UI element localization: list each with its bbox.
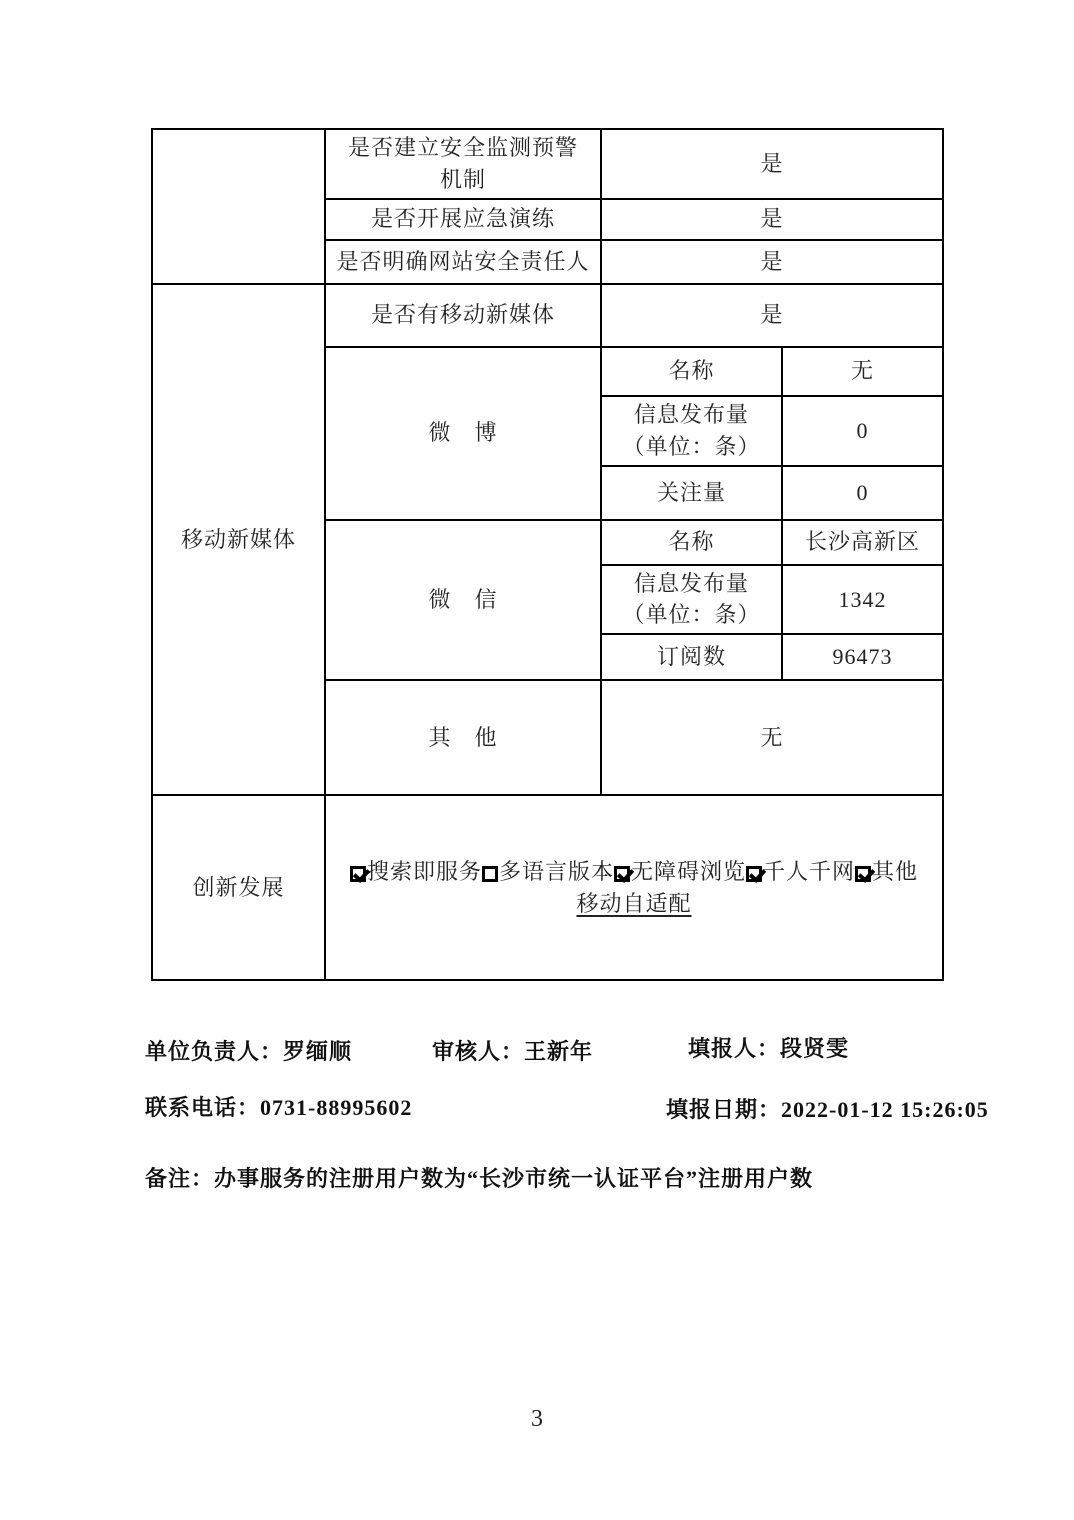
table-row [152, 284, 943, 347]
other-media-label: 其 他 [325, 680, 601, 795]
section-cell-innovation: 创新发展 [152, 795, 325, 980]
security-row-label [325, 129, 601, 199]
security-row-value: 是 [601, 129, 943, 199]
has-mobile-value: 是 [601, 284, 943, 347]
table-row [152, 795, 943, 980]
section-cell-empty [152, 129, 325, 284]
label-line: 是否建立安全监测预警 [347, 135, 578, 160]
weibo-row-label [601, 396, 782, 466]
weibo-row-label: 名称 [601, 347, 782, 396]
weibo-cell: 微 博 [325, 347, 601, 520]
checkbox-icon[interactable] [746, 866, 762, 882]
innovation-other-detail: 移动自适配 [576, 890, 692, 916]
innovation-option [614, 859, 746, 884]
label-line: 机制 [439, 166, 486, 192]
checkbox-label: 搜索即服务 [366, 858, 482, 884]
weibo-row-value: 无 [782, 347, 943, 396]
page-number: 3 [531, 1406, 543, 1432]
wechat-row-label: 订阅数 [601, 634, 782, 680]
footer-phone: 联系电话：0731-88995602 [145, 1095, 413, 1120]
checkbox-label: 无障碍浏览 [631, 858, 747, 884]
weibo-row-label: 关注量 [601, 466, 782, 520]
checkbox-icon[interactable] [350, 866, 366, 882]
label-line: 信息发布量 [633, 401, 749, 427]
innovation-options-line [330, 856, 938, 888]
section-cell-mobile-media: 移动新媒体 [152, 284, 325, 796]
label-line: （单位：条） [622, 602, 761, 628]
footer-date: 填报日期：2022-01-12 15:26:05 [666, 1097, 989, 1122]
checkbox-label: 其他 [872, 858, 919, 884]
security-row-value: 是 [601, 240, 943, 284]
weibo-row-value: 0 [782, 466, 943, 520]
innovation-option [482, 859, 614, 884]
weibo-row-value: 0 [782, 396, 943, 466]
checkbox-label: 多语言版本 [498, 858, 614, 884]
has-mobile-label: 是否有移动新媒体 [325, 284, 601, 347]
innovation-options-cell [325, 795, 943, 980]
checkbox-icon[interactable] [855, 866, 871, 882]
label-line: （单位：条） [622, 433, 761, 459]
checkbox-icon[interactable] [614, 866, 630, 882]
security-row-label: 是否开展应急演练 [325, 199, 601, 240]
wechat-row-label: 名称 [601, 520, 782, 565]
wechat-row-value: 长沙高新区 [782, 520, 943, 565]
checkbox-label: 千人千网 [763, 858, 856, 884]
innovation-option [855, 859, 918, 884]
table-row [152, 129, 943, 199]
security-row-value: 是 [601, 199, 943, 240]
checkbox-icon[interactable] [482, 866, 498, 882]
footer-filler: 填报人：段贤雯 [688, 1036, 850, 1061]
report-table [151, 128, 944, 981]
wechat-row-value: 96473 [782, 634, 943, 680]
footer-responsible-person: 单位负责人：罗缅顺 [145, 1039, 353, 1064]
wechat-row-label [601, 565, 782, 635]
security-row-label: 是否明确网站安全责任人 [325, 240, 601, 284]
innovation-option [350, 859, 482, 884]
label-line: 信息发布量 [633, 570, 749, 596]
footer-reviewer: 审核人：王新年 [432, 1039, 594, 1064]
wechat-cell: 微 信 [325, 520, 601, 681]
footer-note: 备注：办事服务的注册用户数为“长沙市统一认证平台”注册用户数 [145, 1166, 814, 1191]
other-media-value: 无 [601, 680, 943, 795]
innovation-option [746, 859, 855, 884]
wechat-row-value: 1342 [782, 565, 943, 635]
